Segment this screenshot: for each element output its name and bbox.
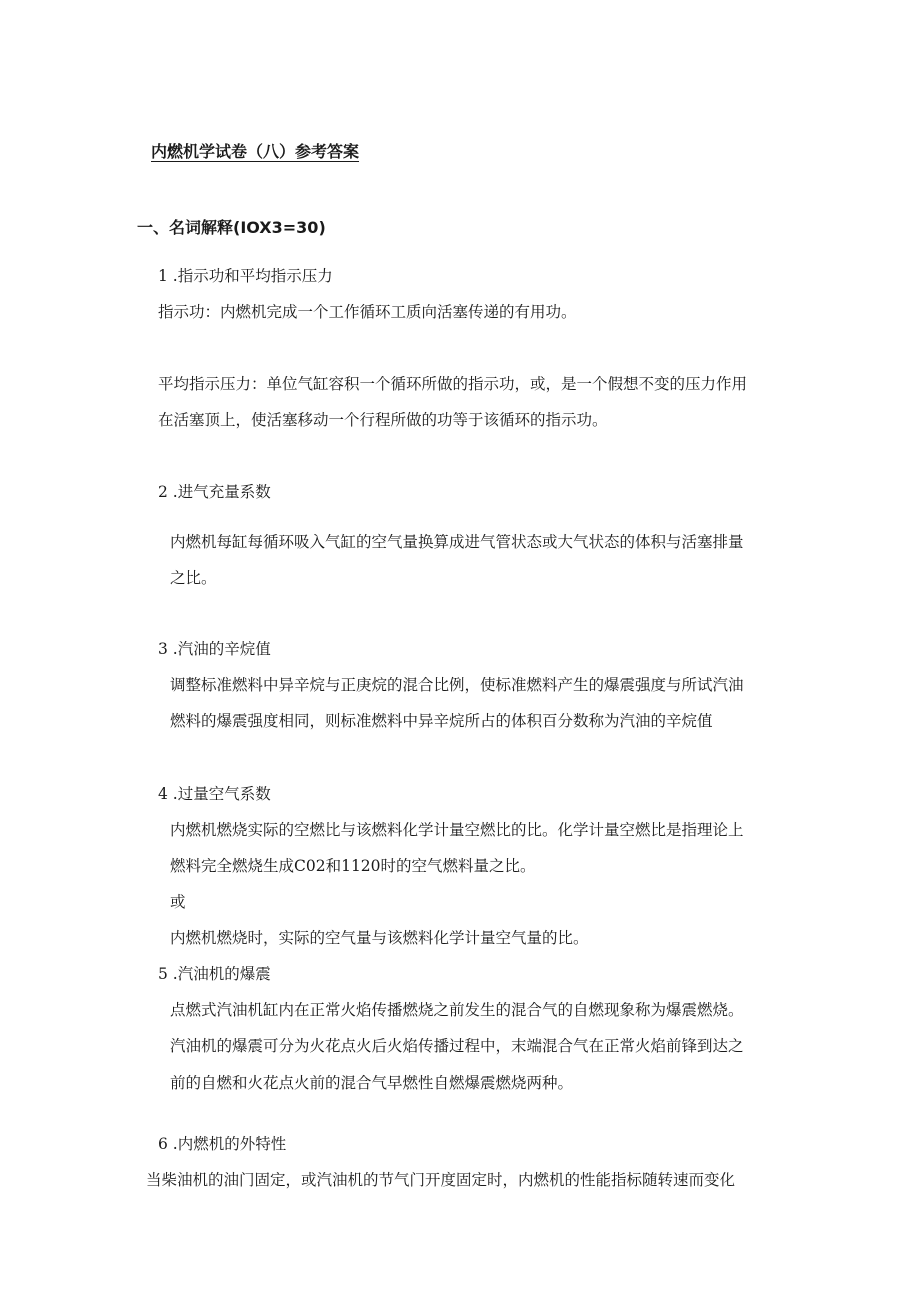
item-heading-5: 5 .汽油机的爆震 xyxy=(158,965,271,983)
item-2-line-1: 内燃机每缸每循环吸入气缸的空气量换算成进气管状态或大气状态的体积与活塞排量 xyxy=(170,533,744,551)
item-4-line-2: 燃料完全燃烧生成C02和1120时的空气燃料量之比。 xyxy=(170,857,536,875)
document-title: 内燃机学试卷（八）参考答案 xyxy=(151,142,360,161)
section-heading-1: 一、名词解释(IOX3=30) xyxy=(137,218,326,237)
item-heading-6: 6 .内燃机的外特性 xyxy=(158,1135,287,1153)
item-5-line-3: 前的自燃和火花点火前的混合气早燃性自燃爆震燃烧两种。 xyxy=(170,1074,574,1092)
item-2-line-2: 之比。 xyxy=(170,569,217,587)
item-4-line-4: 内燃机燃烧时，实际的空气量与该燃料化学计量空气量的比。 xyxy=(170,929,589,947)
item-1-line-2: 平均指示压力：单位气缸容积一个循环所做的指示功，或，是一个假想不变的压力作用 xyxy=(158,375,748,393)
item-heading-2: 2 .进气充量系数 xyxy=(158,483,271,501)
item-6-line-1: 当柴油机的油门固定，或汽油机的节气门开度固定时，内燃机的性能指标随转速而变化 xyxy=(146,1171,736,1189)
item-heading-1: 1 .指示功和平均指示压力 xyxy=(158,267,333,285)
item-1-line-1: 指示功：内燃机完成一个工作循环工质向活塞传递的有用功。 xyxy=(158,303,577,321)
item-heading-3: 3 .汽油的辛烷值 xyxy=(158,640,271,658)
item-5-line-1: 点燃式汽油机缸内在正常火焰传播燃烧之前发生的混合气的自燃现象称为爆震燃烧。 xyxy=(170,1001,744,1019)
item-3-line-1: 调整标准燃料中异辛烷与正庚烷的混合比例，使标准燃料产生的爆震强度与所试汽油 xyxy=(170,676,744,694)
item-4-line-1: 内燃机燃烧实际的空燃比与该燃料化学计量空燃比的比。化学计量空燃比是指理论上 xyxy=(170,821,744,839)
item-heading-4: 4 .过量空气系数 xyxy=(158,785,271,803)
item-1-line-3: 在活塞顶上，使活塞移动一个行程所做的功等于该循环的指示功。 xyxy=(158,411,608,429)
item-4-line-3: 或 xyxy=(170,893,186,911)
item-3-line-2: 燃料的爆震强度相同，则标准燃料中异辛烷所占的体积百分数称为汽油的辛烷值 xyxy=(170,712,713,730)
item-5-line-2: 汽油机的爆震可分为火花点火后火焰传播过程中，末端混合气在正常火焰前锋到达之 xyxy=(170,1037,744,1055)
